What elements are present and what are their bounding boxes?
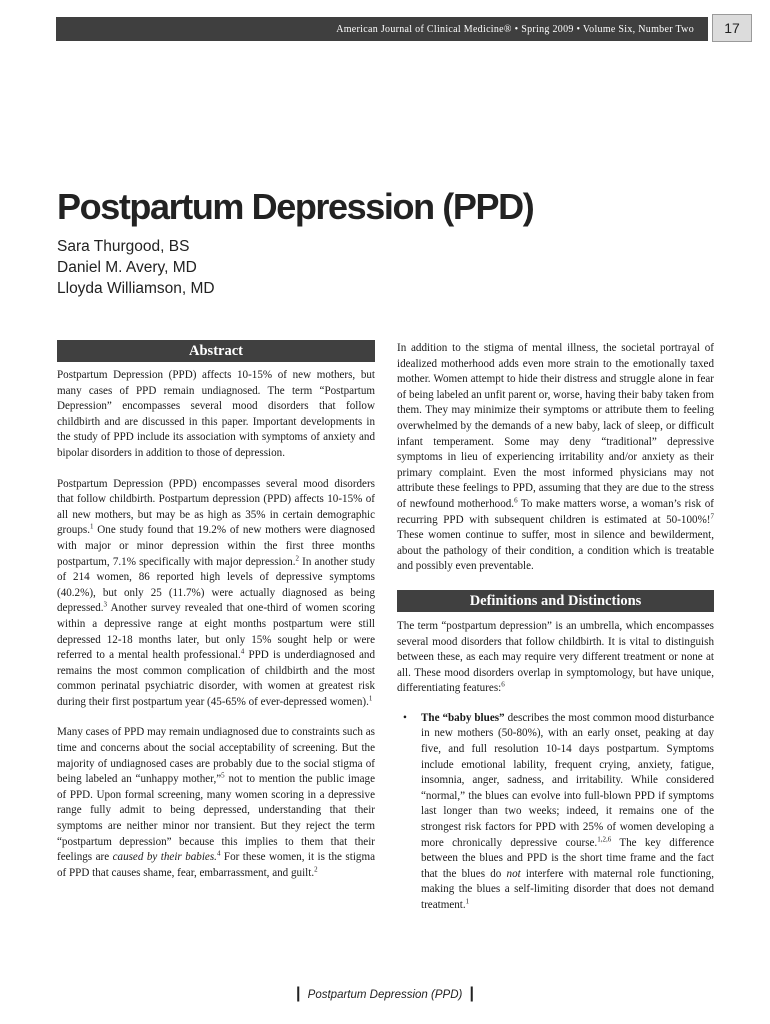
citation: 6 — [501, 680, 505, 689]
footer-divider: | — [295, 985, 301, 1002]
right-column — [397, 341, 714, 914]
citation: 1 — [89, 522, 94, 531]
citation: 4 — [216, 849, 221, 858]
body-paragraph: Postpartum Depression (PPD) encompasses several mood disorders that follow childbirth. Postpartum depression (PPD) affects 10-15% of all new mothers, but may be as high as 35% in certain demographic groups.$^1$ One study found that 19.2% of new mothers were diagnosed with major or minor depression within the first three months postpartum, 7.1% specifically with major depression.$^2$ In another study of 214 women, 86 reported high levels of depressive symptoms (40.2%), but only 25 (11.7%) were actually diagnosed as being depressed.$^3$ Another survey revealed that one-third of women scoring within a depressive range at eight months postpartum were still depressed 12-18 months later, but only 15% sought help or were referred to a mental health professional.$^4$ PPD is underdiagnosed and remains the most common complication of childbirth and the most common perinatal psychiatric disorder, with women at greatest risk during their first postpartum year (45-65% of ever-depressed women).$^1$ — [57, 477, 375, 708]
citation: 7 — [710, 511, 714, 520]
citation: 1 — [368, 694, 373, 703]
citation: 2 — [295, 553, 299, 562]
bullet-text: The “baby blues” describes the most common mood disturbance in new mothers (50-80%), with an early onset, peaking at day five, and full resolution 10-14 days postpartum. Symptoms include emotional lability, frequent crying, anxiety, fatigue, insomnia, anger, sadness, and irritability. While considered “normal,” the blues can evolve into full-blown PPD if symptoms last longer than two weeks; indeed, it remains one of the strongest risk factors for PPD with 25% of women developing a more chronically depressive course.$^{1,2,6}$ The key difference between the blues and PPD is the short time frame and the fact that the blues do not interfere with maternal role functioning, making the blues a self-limiting disorder that does not demand treatment.$^1$ — [421, 711, 714, 911]
author-name: Lloyda Williamson, MD — [57, 280, 215, 297]
author-list — [57, 236, 215, 299]
left-column — [57, 340, 375, 896]
bullet-icon: • — [403, 711, 407, 724]
body-paragraph: The term “postpartum depression” is an umbrella, which encompasses several mood disorders that follow childbirth. It is vital to distinguish between these, as each may require very different treatment or none at all. These mood disorders overlap in symptomology, but have unique, differentiating features:$^6$ — [397, 619, 714, 695]
citation: 3 — [103, 600, 108, 609]
definitions-heading: Definitions and Distinctions — [397, 590, 714, 612]
running-header — [56, 17, 708, 41]
article-title: Postpartum Depression (PPD) — [57, 186, 534, 227]
footer-divider: | — [469, 985, 475, 1002]
citation: 6 — [514, 496, 518, 505]
citation: 2 — [314, 865, 318, 874]
body-paragraph: In addition to the stigma of mental illness, the societal portrayal of idealized motherhood adds even more strain to the emotionally taxed mother. Women attempt to hide their distress and struggle alone in fear of being labeled an unfit parent or, worse, having their baby taken from them. They may minimize their symptoms or attribute them to feeling overwhelmed by the demands of a new baby, lack of sleep, or difficult infant temperament. Some may deny “traditional” depressive symptoms in lieu of experiencing irritability and/or anxiety as their primary complaint. Even the most informed physicians may not attribute these feelings to PPD, assuming that they are due to the stress of newfound motherhood.$^6$ To make matters worse, a woman’s risk of recurring PPD with subsequent children is estimated at 50-100%!$^7$ These women continue to suffer, most in silence and bewilderment, about the pathology of their condition, a condition which is treatable and possibly even preventable. — [397, 342, 714, 573]
author-name: Sara Thurgood, BS — [57, 238, 190, 255]
footer-title: Postpartum Depression (PPD) — [307, 989, 463, 1001]
abstract-heading: Abstract — [57, 340, 375, 362]
abstract-paragraph: Postpartum Depression (PPD) affects 10-15% of new mothers, but many cases of PPD remain undiagnosed. The term “Postpartum Depression” encompasses several mood disorders that follow childbirth and are discussed in this paper. Important developments in the study of PPD include its association with symptoms of anxiety and bipolar disorders in addition to those of depression. — [57, 369, 375, 459]
list-item — [397, 711, 714, 914]
citation: 4 — [240, 647, 245, 656]
citation: 1,2,6 — [597, 834, 612, 843]
author-name: Daniel M. Avery, MD — [57, 259, 197, 276]
body-paragraph: Many cases of PPD may remain undiagnosed due to constraints such as time and concerns about the social acceptability of screening. But the majority of undiagnosed cases are probably due to the social stigma of being labeled an “unhappy mother,”$^5$ not to mention the public image of PPD. Upon formal screening, many women scoring in a depressive range fully admit to being depressed, understanding that their symptoms are neither minor nor transient. But they reject the term “postpartum depression” because this implies to them that their feelings are caused by their babies.$^4$ For these women, it is the stigma of PPD that causes shame, fear, embarrassment, and guilt.$^2$ — [57, 726, 376, 879]
citation: 1 — [465, 897, 470, 906]
emphasis-text: caused by their babies. — [112, 851, 217, 864]
page-number: 17 — [712, 14, 752, 42]
running-footer — [0, 985, 770, 1003]
bullet-lead: The “baby blues” — [421, 711, 505, 724]
citation: 5 — [221, 771, 225, 780]
emphasis-text: not — [506, 867, 521, 880]
journal-line: American Journal of Clinical Medicine® • Spring 2009 • Volume Six, Number Two — [336, 23, 694, 35]
